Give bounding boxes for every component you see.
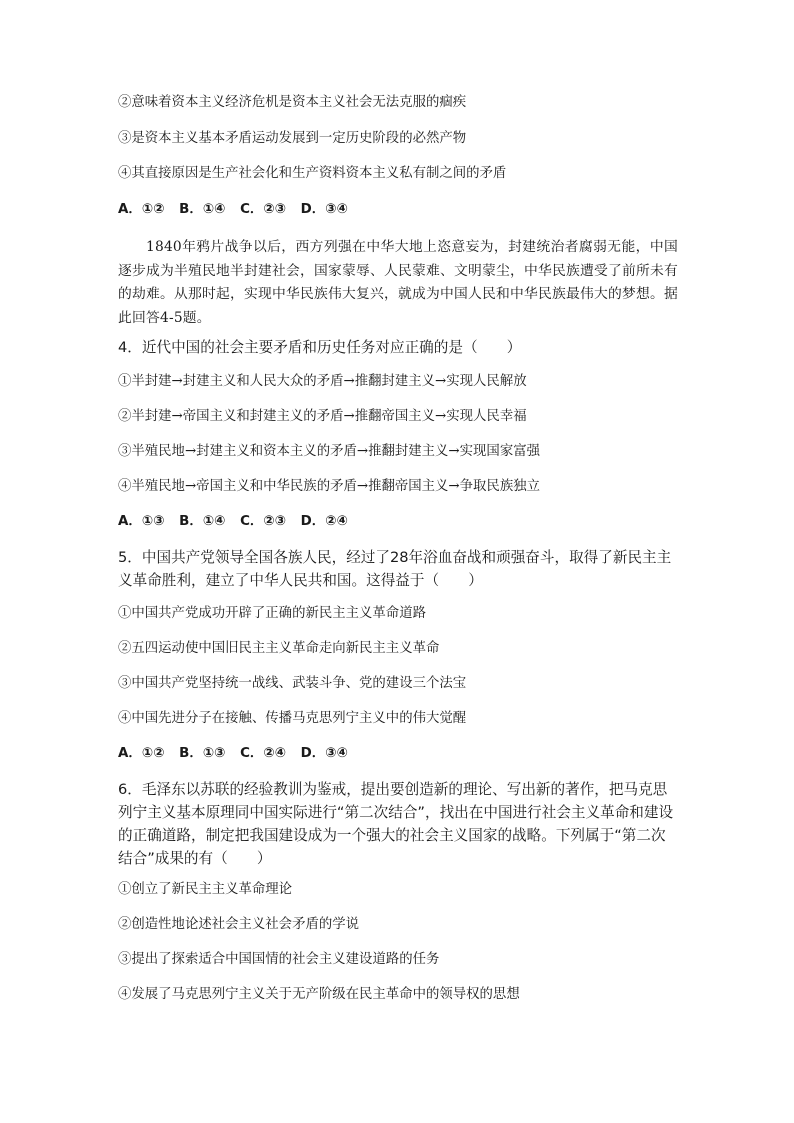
choice-a: A．①② — [118, 746, 165, 761]
question-5-stem: 5．中国共产党领导全国各族人民，经过了28年浴血奋战和顽强奋斗，取得了新民主主义革命胜利，建立了中华人民共和国。这得益于（ ） — [118, 549, 672, 589]
prev-choices — [118, 200, 678, 220]
choice-c: C．②③ — [240, 202, 286, 217]
q5-statement-3: ③中国共产党坚持统一战线、武装斗争、党的建设三个法宝 — [118, 676, 467, 691]
q6-statement-2: ②创造性地论述社会主义社会矛盾的学说 — [118, 917, 360, 932]
q5-statement-1: ①中国共产党成功开辟了正确的新民主主义革命道路 — [118, 606, 426, 621]
q4-statement-4: ④半殖民地→帝国主义和中华民族的矛盾→推翻帝国主义→争取民族独立 — [118, 479, 540, 494]
q4-statement-1: ①半封建→封建主义和人民大众的矛盾→推翻封建主义→实现人民解放 — [118, 374, 527, 389]
choice-c: C．②③ — [240, 514, 286, 529]
prev-statement-4: ④其直接原因是生产社会化和生产资料资本主义私有制之间的矛盾 — [118, 166, 507, 181]
choice-a: A．①③ — [118, 514, 165, 529]
question-6-stem: 6．毛泽东以苏联的经验教训为鉴戒，提出要创造新的理论、写出新的著作，把马克思列宁主义基本原理同中国实际进行“第二次结合”，找出在中国进行社会主义革命和建设的正确道路，制定把我国建设成为一个强大的社会主义国家的战略。下列属于“第二次结合”成果的有（ ） — [118, 781, 674, 867]
q5-statement-2: ②五四运动使中国旧民主主义革命走向新民主主义革命 — [118, 641, 440, 656]
prev-statement-2: ②意味着资本主义经济危机是资本主义社会无法克服的痼疾 — [118, 95, 467, 110]
q4-statement-3: ③半殖民地→封建主义和资本主义的矛盾→推翻封建主义→实现国家富强 — [118, 444, 540, 459]
choice-a: A．①② — [118, 202, 165, 217]
choice-b: B．①④ — [179, 514, 226, 529]
q5-statement-4: ④中国先进分子在接触、传播马克思列宁主义中的伟大觉醒 — [118, 711, 467, 726]
choice-b: B．①③ — [179, 746, 226, 761]
question-4-stem: 4．近代中国的社会主要矛盾和历史任务对应正确的是（ ） — [118, 339, 522, 356]
prev-statement-3: ③是资本主义基本矛盾运动发展到一定历史阶段的必然产物 — [118, 131, 467, 146]
q5-choices — [118, 744, 678, 764]
q6-statement-3: ③提出了探索适合中国国情的社会主义建设道路的任务 — [118, 952, 440, 967]
reading-passage: 1840年鸦片战争以后，西方列强在中华大地上恣意妄为，封建统治者腐弱无能，中国逐步成为半殖民地半封建社会，国家蒙辱、人民蒙难、文明蒙尘，中华民族遭受了前所未有的劫难。从那时起，实现中华民族伟大复兴，就成为中国人民和中华民族最伟大的梦想。据此回答4-5题。 — [118, 239, 678, 326]
choice-d: D．③④ — [300, 746, 348, 761]
choice-b: B．①④ — [179, 202, 226, 217]
q6-statement-1: ①创立了新民主主义革命理论 — [118, 882, 293, 897]
choice-c: C．②④ — [240, 746, 286, 761]
q4-statement-2: ②半封建→帝国主义和封建主义的矛盾→推翻帝国主义→实现人民幸福 — [118, 409, 527, 424]
choice-d: D．③④ — [300, 202, 348, 217]
q6-statement-4: ④发展了马克思列宁主义关于无产阶级在民主革命中的领导权的思想 — [118, 987, 520, 1002]
choice-d: D．②④ — [300, 514, 348, 529]
q4-choices — [118, 512, 678, 532]
